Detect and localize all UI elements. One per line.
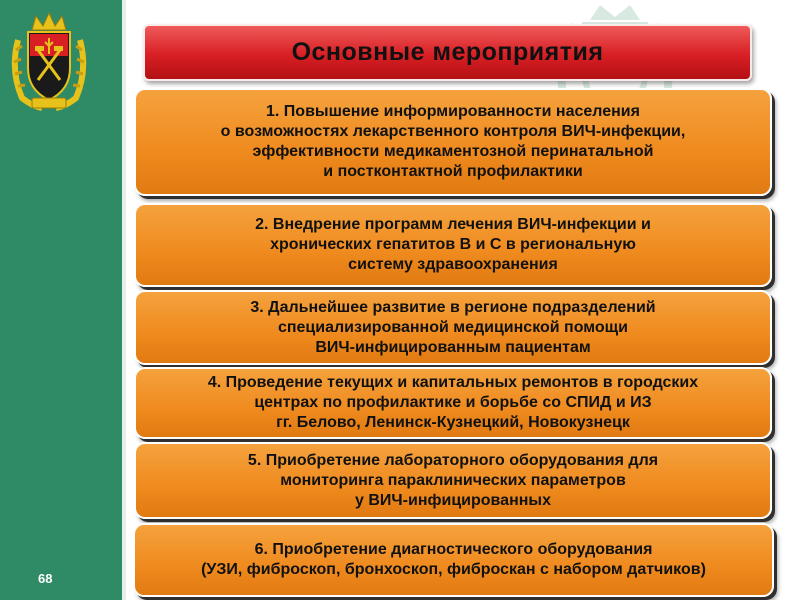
agenda-item-text: 3. Дальнейшее развитие в регионе подразделений специализированной медицинской помощи ВИЧ-инфицированным пациентам xyxy=(250,298,656,356)
agenda-item-number: 1. xyxy=(266,103,280,120)
slide-number: 68 xyxy=(38,571,53,586)
agenda-item-text: 2. Внедрение программ лечения ВИЧ-инфекции и хронических гепатитов В и С в региональную систему здравоохранения xyxy=(255,216,651,273)
agenda-item-text xyxy=(221,102,686,182)
agenda-item-5 xyxy=(134,442,772,519)
agenda-item-body: Повышение информированности населения о возможностях лекарственного контроля ВИЧ-инфекции, эффективности медикаментозной перинатальной и постконтактной профилактики xyxy=(220,103,686,180)
coat-of-arms-icon xyxy=(8,10,90,114)
agenda-item-text: 4. Проведение текущих и капитальных ремонтов в городских центрах по профилактике и борьбе со СПИД и ИЗ гг. Белово, Ленинск-Кузнецкий, Новокузнецк xyxy=(207,374,699,431)
agenda-item-text: 6. Приобретение диагностического оборудования (УЗИ, фиброскоп, бронхоскоп, фиброскан с набором датчиков) xyxy=(201,541,706,578)
agenda-item-text: 5. Приобретение лабораторного оборудования для мониторинга параклинических параметров у ВИЧ-инфицированных xyxy=(247,451,659,509)
agenda-item-3 xyxy=(134,290,772,365)
slide-title: Основные мероприятия xyxy=(291,38,604,66)
agenda-item-4 xyxy=(134,367,772,439)
agenda-item-1 xyxy=(134,88,772,196)
title-banner xyxy=(143,24,752,81)
sidebar-edge-divider xyxy=(122,0,126,600)
agenda-item-6 xyxy=(133,523,774,597)
agenda-item-2 xyxy=(134,203,772,287)
